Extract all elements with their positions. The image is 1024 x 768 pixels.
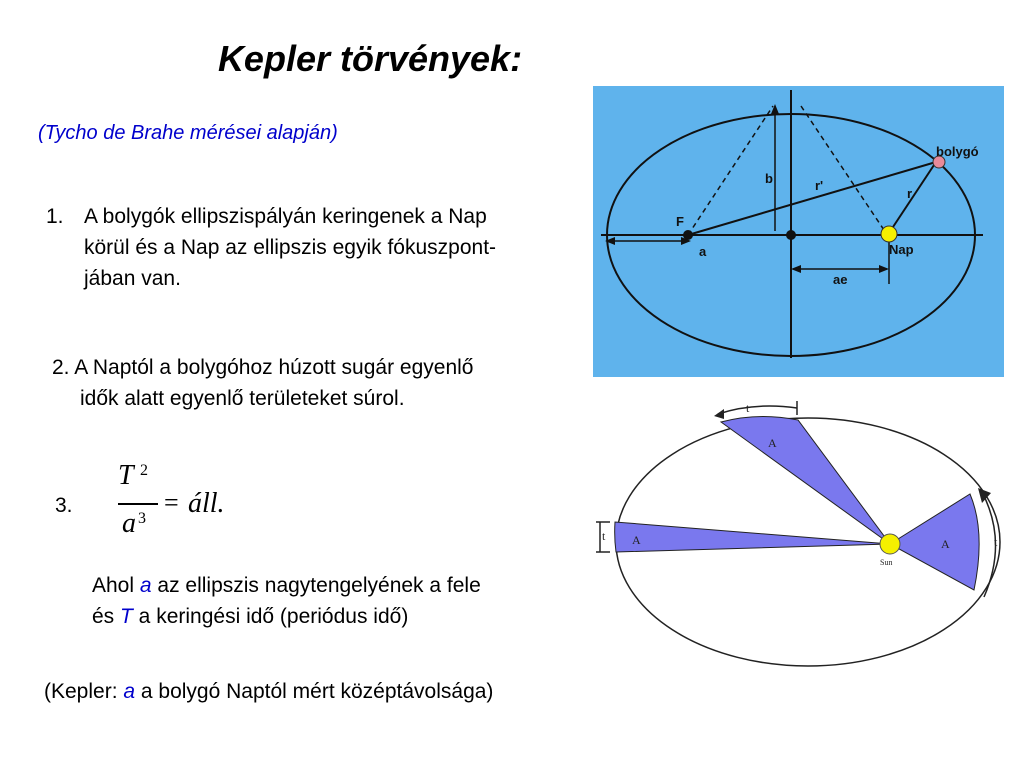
sun-dot (881, 226, 897, 242)
variable-a: a (123, 680, 136, 703)
t-arrow-top (718, 406, 797, 414)
area-sector-left (615, 522, 890, 552)
label-b: b (765, 171, 773, 186)
label-t-left: t (602, 529, 606, 543)
law-2-line-1: 2. A Naptól a bolygóhoz húzott sugár egyenlő (52, 356, 474, 379)
law-1-text (84, 201, 604, 294)
slide-title: Kepler törvények: (217, 38, 523, 79)
area-sector-top (721, 416, 890, 544)
label-F: F (676, 214, 684, 229)
sun-dot (880, 534, 900, 554)
fraction-bar (118, 503, 158, 505)
formula-numerator-exponent: 2 (140, 462, 148, 479)
explanation-line-1 (92, 570, 592, 601)
ae-arrow-left (791, 265, 801, 273)
variable-a: a (139, 574, 152, 597)
label-sun: Sun (880, 558, 893, 567)
center-dot (786, 230, 796, 240)
ellipse-geometry-diagram (593, 86, 1004, 377)
law-1-line-3: jában van. (84, 267, 181, 290)
label-nap: Nap (889, 242, 914, 257)
law-2 (52, 352, 592, 414)
label-bolygo: bolygó (936, 144, 979, 159)
law-1-number: 1. (46, 205, 64, 228)
equal-areas-svg (590, 392, 1004, 670)
explanation-text: és (92, 605, 121, 628)
kepler-note-text: a bolygó Naptól mért középtávolsága) (135, 680, 494, 703)
formula-denominator-exponent: 3 (138, 510, 146, 527)
equal-areas-diagram (590, 392, 1004, 670)
kepler-third-law-formula (118, 460, 248, 550)
law-1-line-1: A bolygók ellipszispályán keringenek a Nap (84, 205, 487, 228)
area-sector-right (890, 494, 979, 590)
b-arrow-head (771, 104, 779, 114)
law-1-line-2: körül és a Nap az ellipszis egyik fókuszpont- (84, 236, 497, 259)
t-arrow-top-head (714, 409, 724, 419)
ellipse-geometry-svg (593, 86, 1004, 377)
label-t-right: t (994, 535, 998, 549)
label-area-right: A (941, 537, 950, 551)
ae-arrow-right (879, 265, 889, 273)
kepler-note-text: (Kepler: (44, 680, 124, 703)
variable-T: T (120, 605, 133, 628)
formula-rhs: áll. (188, 488, 225, 519)
label-r: r (907, 186, 913, 201)
explanation-text: a keringési idő (periódus idő) (132, 605, 409, 628)
formula-explanation (92, 570, 592, 632)
dashed-line-left (688, 106, 773, 235)
label-ae: ae (833, 272, 848, 287)
r-line (889, 162, 936, 233)
formula-numerator: T (118, 460, 134, 491)
label-r-prime: r' (815, 178, 824, 193)
law-1 (46, 201, 606, 297)
law-2-line-2: idők alatt egyenlő területeket súrol. (80, 387, 405, 410)
law-3-number: 3. (55, 494, 73, 517)
explanation-line-2 (92, 601, 592, 632)
dashed-line-right (801, 106, 886, 233)
explanation-text: az ellipszis nagytengelyének a fele (151, 574, 481, 597)
formula-denominator: a (122, 508, 136, 539)
label-area-left: A (632, 533, 641, 547)
slide-subtitle: (Tycho de Brahe mérései alapján) (38, 122, 338, 144)
label-area-top: A (768, 436, 777, 450)
label-t-top: t (746, 401, 750, 415)
r-prime-line (688, 162, 936, 235)
label-a: a (699, 244, 707, 259)
focus-F-dot (683, 230, 693, 240)
explanation-text: Ahol (92, 574, 140, 597)
kepler-note (44, 676, 493, 707)
formula-equals: = (164, 488, 179, 517)
